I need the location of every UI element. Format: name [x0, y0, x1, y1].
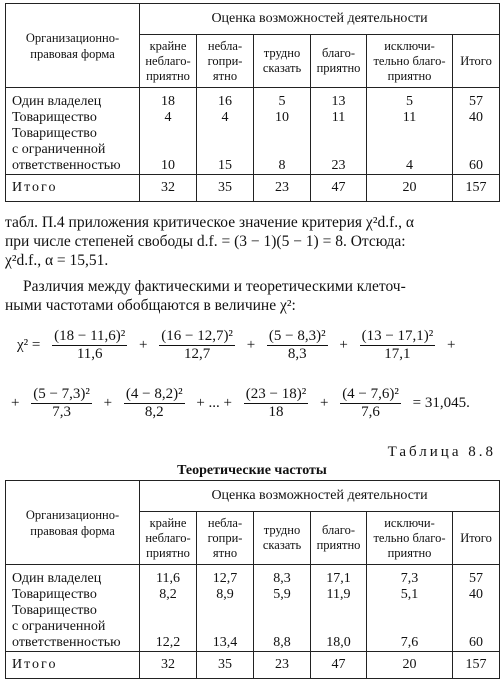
total-value: 23	[254, 652, 311, 679]
assessment-group-header: Оценка возможностей деятельности	[140, 481, 500, 512]
total-value: 157	[453, 175, 500, 202]
total-value: 47	[311, 652, 367, 679]
col-header-very-unfavorable: крайне неблаго- приятно	[140, 512, 197, 565]
col-values: 57 40 60	[453, 565, 500, 652]
formula-term: $\frac{\text{(4 − 8,2)²}}{8,2}$	[125, 386, 183, 420]
total-value: 20	[367, 175, 453, 202]
col-values: 8,3 5,9 8,8	[254, 565, 311, 652]
col-values: 5 11 4	[367, 88, 453, 175]
col-header-total: Итого	[453, 512, 500, 565]
formula-term: $\frac{\text{(23 − 18)²}}{18}$	[245, 386, 307, 420]
formula-lhs: χ² =	[17, 337, 41, 353]
total-value: 35	[197, 175, 254, 202]
org-form-header: Организационно- правовая форма	[6, 481, 140, 565]
total-value: 35	[197, 652, 254, 679]
col-header-very-favorable: исключи- тельно благо- приятно	[367, 35, 453, 88]
col-header-hard-to-say: трудно сказать	[254, 512, 311, 565]
table-number-label: Таблица 8.8	[387, 444, 496, 460]
col-values: 11,6 8,2 12,2	[140, 565, 197, 652]
total-value: 47	[311, 175, 367, 202]
assessment-group-header: Оценка возможностей деятельности	[140, 4, 500, 35]
total-value: 32	[140, 175, 197, 202]
total-label: Итого	[6, 652, 140, 679]
total-label: Итого	[6, 175, 140, 202]
formula-term: $\frac{\text{(18 − 11,6)²}}{11,6}$	[54, 328, 126, 362]
formula-result: = 31,045.	[412, 395, 470, 411]
chi-square-formula-line1: χ² = $\frac{\text{(18 − 11,6)²}}{11,6}$ + $\frac{\text{(16 − 12,7)²}}{12,7}$ + $\frac{\text{(5 − 8,3)²}}{8,3}$ + $\frac{\text{(13 − 17,1)²}}{17,1}$ +	[17, 328, 456, 362]
col-values: 17,1 11,9 18,0	[311, 565, 367, 652]
total-row	[6, 175, 500, 202]
total-value: 20	[367, 652, 453, 679]
col-header-favorable: благо- приятно	[311, 512, 367, 565]
formula-term: $\frac{\text{(5 − 7,3)²}}{7,3}$	[33, 386, 90, 420]
row-labels: Один владелец Товарищество Товарищество с ограниченной ответственностью	[6, 88, 140, 175]
col-values: 57 40 60	[453, 88, 500, 175]
paragraph-differences: Различия между фактическими и теоретическими клеточ- ными частотами обобщаются в величине χ²:	[5, 278, 406, 314]
observed-frequencies-table	[5, 3, 500, 202]
col-header-hard-to-say: трудно сказать	[254, 35, 311, 88]
col-header-very-favorable: исключи- тельно благо- приятно	[367, 512, 453, 565]
col-values: 16 4 15	[197, 88, 254, 175]
col-values: 5 10 8	[254, 88, 311, 175]
col-values: 12,7 8,9 13,4	[197, 565, 254, 652]
col-header-unfavorable: небла- гопри- ятно	[197, 35, 254, 88]
col-values: 18 4 10	[140, 88, 197, 175]
col-values: 13 11 23	[311, 88, 367, 175]
formula-term: $\frac{\text{(13 − 17,1)²}}{17,1}$	[361, 328, 434, 362]
total-row	[6, 652, 500, 679]
formula-term: $\frac{\text{(4 − 7,6)²}}{7,6}$	[342, 386, 399, 420]
theoretical-frequencies-table	[5, 480, 500, 679]
total-value: 157	[453, 652, 500, 679]
paragraph-critical-value: табл. П.4 приложения критическое значение критерия χ²d.f., α при числе степеней свободы d.f. = (3 − 1)(5 − 1) = 8. Отсюда: χ²d.f., α = 15,51.	[5, 214, 414, 269]
col-header-total: Итого	[453, 35, 500, 88]
chi-square-formula-line2: + $\frac{\text{(5 − 7,3)²}}{7,3}$ + $\frac{\text{(4 − 8,2)²}}{8,2}$ + ... + $\frac{\text{(23 − 18)²}}{18}$ + $\frac{\text{(4 − 7,6)²}}{7,6}$ = 31,045.	[11, 386, 470, 420]
total-value: 23	[254, 175, 311, 202]
org-form-header: Организационно- правовая форма	[6, 4, 140, 88]
formula-term: $\frac{\text{(5 − 8,3)²}}{8,3}$	[268, 328, 326, 362]
col-header-favorable: благо- приятно	[311, 35, 367, 88]
formula-term: $\frac{\text{(16 − 12,7)²}}{12,7}$	[161, 328, 233, 362]
col-header-very-unfavorable: крайне неблаго- приятно	[140, 35, 197, 88]
col-header-unfavorable: небла- гопри- ятно	[197, 512, 254, 565]
total-value: 32	[140, 652, 197, 679]
col-values: 7,3 5,1 7,6	[367, 565, 453, 652]
table2-title: Теоретические частоты	[177, 463, 327, 478]
row-labels: Один владелец Товарищество Товарищество с ограниченной ответственностью	[6, 565, 140, 652]
